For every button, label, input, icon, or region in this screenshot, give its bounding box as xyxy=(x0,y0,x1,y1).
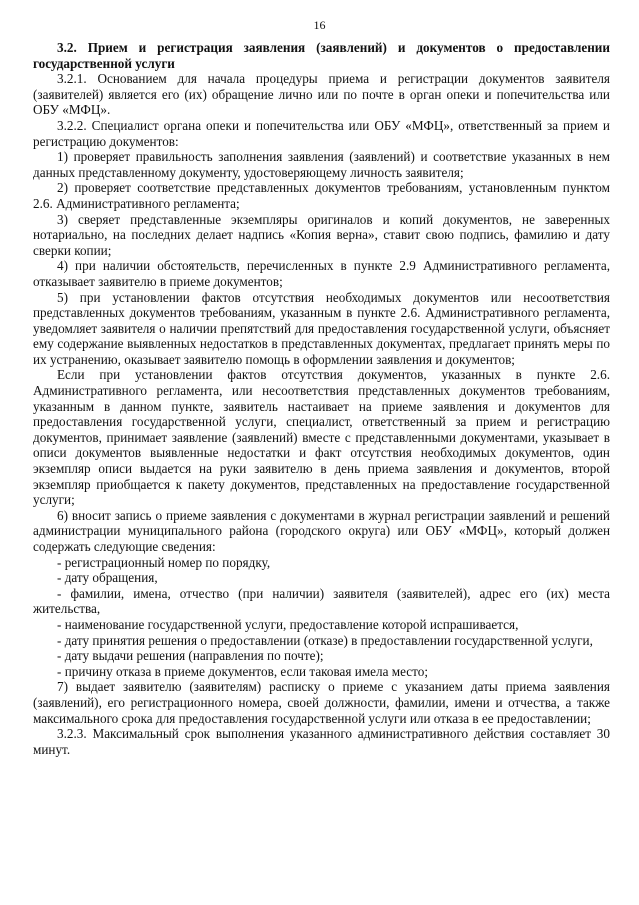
paragraph-item-6: 6) вносит запись о приеме заявления с документами в журнал регистрации заявлений и решений администрации муниципального района (городского округа) или ОБУ «МФЦ», который должен содержать следующие сведения: xyxy=(33,507,610,554)
dash-item-applicant-names: - фамилии, имена, отчество (при наличии) заявителя (заявителей), адрес его (их) места жительства, xyxy=(33,585,610,617)
dash-item-service-name: - наименование государственной услуги, предоставление которой испрашивается, xyxy=(57,616,519,632)
paragraph-if-clause: Если при установлении фактов отсутствия документов, указанных в пункте 2.6. Административного регламента, или несоответствия представленных документов требованиям, указанным в данном пункте, заявитель настаивает на приеме заявления и документов для предоставления государственной услуги, специалист, ответственный за прием и регистрацию документов, принимает заявление (заявлений) вместе с представленными документами, указывает в описи документов выявленные недостатки и факт отсутствия необходимых документов, один экземпляр описи выдается на руки заявителю в день приема заявления и документов, второй экземпляр приобщается к пакету документов, представленных на предоставление государственной услуги; xyxy=(33,367,610,508)
dash-item-issue-date: - дату выдачи решения (направления по почте); xyxy=(57,648,324,664)
dash-item-decision-date: - дату принятия решения о предоставлении (отказе) в предоставлении государственной услуги, xyxy=(57,632,593,648)
dash-item-refusal-reason: - причину отказа в приеме документов, если таковая имела место; xyxy=(57,663,428,679)
dash-item-registration-number: - регистрационный номер по порядку, xyxy=(57,554,271,570)
paragraph-3-2-1: 3.2.1. Основанием для начала процедуры приема и регистрации документов заявителя (заявителей) является его (их) обращение лично или по почте в орган опеки и попечительства или ОБУ «МФЦ». xyxy=(33,71,610,118)
paragraph-item-7: 7) выдает заявителю (заявителям) расписку о приеме с указанием даты приема заявления (заявлений), его регистрационного номера, своей должности, фамилии, имени и отчества, а также максимального срока для предоставления государственной услуги или отказа в ее предоставлении; xyxy=(33,679,610,726)
page-number: 16 xyxy=(313,18,326,32)
document-body xyxy=(33,40,610,757)
paragraph-item-1: 1) проверяет правильность заполнения заявления (заявлений) и соответствие указанных в нем данных представленному документу, удостоверяющему личность заявителя; xyxy=(33,149,610,180)
paragraph-item-2: 2) проверяет соответствие представленных документов требованиям, установленным пунктом 2.6. Административного регламента; xyxy=(33,180,610,211)
paragraph-item-3: 3) сверяет представленные экземпляры оригиналов и копий документов, не заверенных нотариально, на последних делает надпись «Копия верна», ставит свою подпись, фамилию и дату сверки копии; xyxy=(33,211,610,258)
paragraph-3-2-3: 3.2.3. Максимальный срок выполнения указанного административного действия составляет 30 минут. xyxy=(33,726,610,757)
dash-item-request-date: - дату обращения, xyxy=(57,570,158,586)
paragraph-item-4: 4) при наличии обстоятельств, перечисленных в пункте 2.9 Административного регламента, отказывает заявителю в приеме документов; xyxy=(33,258,610,289)
section-heading: 3.2. Прием и регистрация заявления (заявлений) и документов о предоставлении государственной услуги xyxy=(33,40,610,71)
paragraph-item-5: 5) при установлении фактов отсутствия необходимых документов или несоответствия представленных документов требованиям, указанным в пункте 2.6. Административного регламента, уведомляет заявителя о наличии препятствий для предоставления государственной услуги, объясняет ему содержание выявленных недостатков в представленных документах, предлагает принять меры по их устранению, оказывает заявителю помощь в оформлении заявления и документов; xyxy=(33,289,610,367)
paragraph-3-2-2: 3.2.2. Специалист органа опеки и попечительства или ОБУ «МФЦ», ответственный за прием и регистрацию документов: xyxy=(33,117,610,149)
